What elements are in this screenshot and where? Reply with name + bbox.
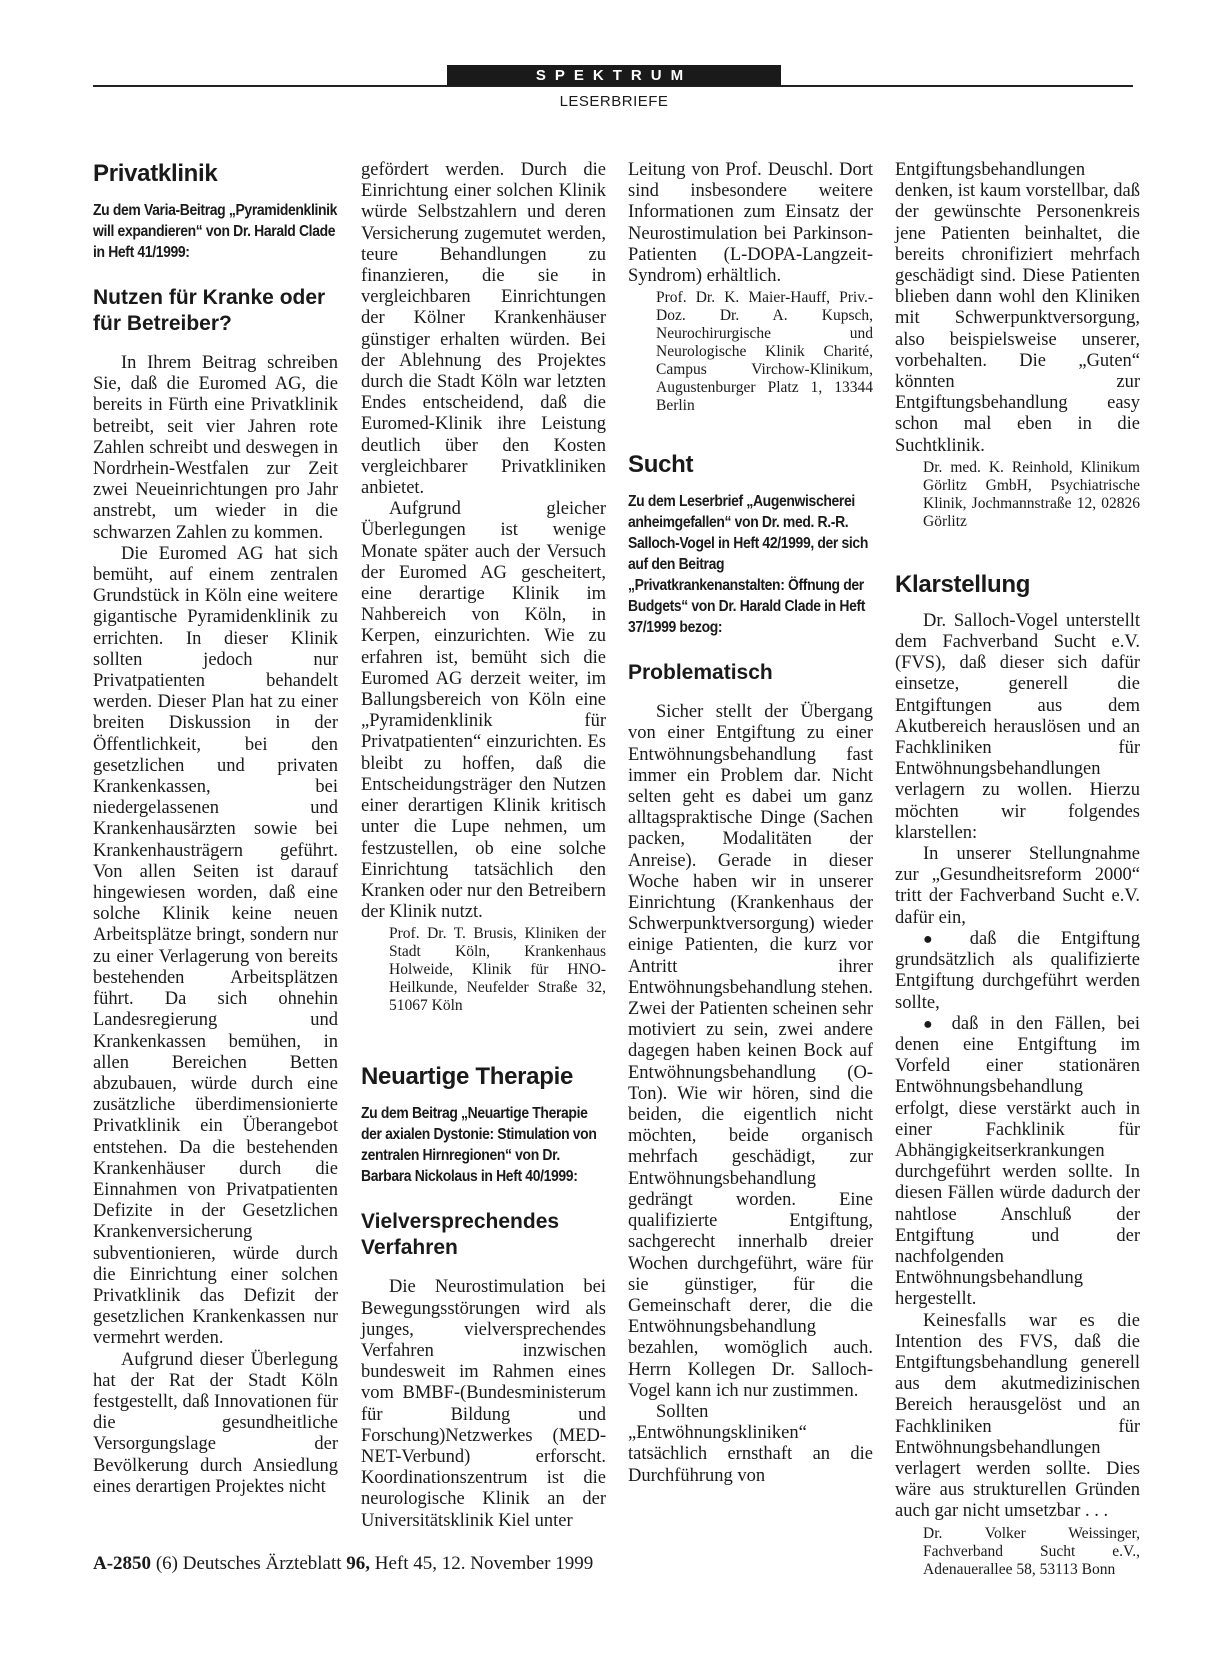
body-paragraph: Die Neurostimulation bei Bewegungsstörungen wird als junges, vielversprechendes Verfahren inzwischen bundesweit im Rahmen eines vom BMBF-(Bundesministerum für Bildung und Forschung)Netzwerkes (MED-NET-Verbund) erforscht. Koordinationszentrum ist die neurologische Klinik an der Universitätsklinik Kiel unter: [361, 1277, 606, 1531]
column-1: [93, 160, 338, 1498]
signature: Dr. Volker Weissinger, Fachverband Sucht e.V., Adenauerallee 58, 53113 Bonn: [923, 1524, 1140, 1578]
bullet-item: [895, 929, 1140, 1014]
body-paragraph: Keinesfalls war es die Intention des FVS, daß die Entgiftungsbehandlung generell aus dem akutmedizinischen Bereich herausgelöst und an Fachkliniken für Entwöhnungsbehandlungen verlagert werden sollte. Dies wäre aus strukturellen Gründen auch gar nicht umsetzbar . . .: [895, 1310, 1140, 1522]
article-intro: Zu dem Varia-Beitrag „Pyramidenklinik will expandieren“ von Dr. Harald Clade in Heft 41/1999:: [93, 202, 338, 261]
body-paragraph: Leitung von Prof. Deuschl. Dort sind insbesondere weitere Informationen zum Einsatz der Neurostimulation bei Parkinson-Patienten (L-DOPA-Langzeit-Syndrom) erhältlich.: [628, 160, 873, 287]
subsection-label: LESERBRIEFE: [559, 93, 669, 110]
letter-heading: Vielversprechendes Verfahren: [361, 1210, 560, 1260]
bullet-icon: ●: [923, 1015, 940, 1033]
volume-number: 96,: [346, 1553, 371, 1574]
column-3: [628, 160, 873, 1487]
body-paragraph: Aufgrund gleicher Überlegungen ist wenige Monate später auch der Versuch der Euromed AG gescheitert, eine derartige Klinik im Nahbereich von Köln, in Kerpen, einzurichten. Wie zu erfahren ist, bemüht sich die Euromed AG derzeit weiter, im Ballungsbereich von Köln eine „Pyramidenklinik für Privatpatienten“ einzurichten. Es bleibt zu hoffen, daß die Entscheidungsträger den Nutzen einer derartigen Klinik kritisch unter die Lupe nehmen, um festzustellen, ob eine solche Einrichtung tatsächlich den Kranken oder nur den Betreibern der Klinik nutzt.: [361, 499, 606, 923]
body-paragraph: Dr. Salloch-Vogel unterstellt dem Fachverband Sucht e.V. (FVS), daß dieser sich dafür einsetze, generell die Entgiftungen aus dem Akutbereich herauslösen und an Fachkliniken für Entwöhnungsbehandlungen verlagern zu wollen. Hierzu möchten wir folgendes klarstellen:: [895, 610, 1140, 843]
body-paragraph: Sicher stellt der Übergang von einer Entgiftung zu einer Entwöhnungsbehandlung fast immer ein Problem dar. Nicht selten geht es dabei um ganz alltagspraktische Dinge (Sachen packen, Modalitäten der Anreise). Gerade in dieser Woche haben wir in unserer Einrichtung (Krankenhaus der Schwerpunktversorgung) wieder einige Patienten, die kurz vor Antritt ihrer Entwöhnungsbehandlung stehen. Zwei der Patienten scheinen sehr motiviert zu sein, zwei andere dagegen haben keinen Bock auf Entwöhnungsbehandlung (O-Ton). Wie wir hören, sind die beiden, die eigentlich nicht möchten, beide organisch mehrfach geschädigt, zur Entwöhnungsbehandlung gedrängt worden. Eine qualifizierte Entgiftung, sachgerecht innerhalb dreier Wochen durchgeführt, wäre für sie günstiger, für die Gemeinschaft derer, die die Entwöhnungsbehandlung bezahlen, womöglich auch. Herrn Kollegen Dr. Salloch-Vogel kann ich nur zustimmen.: [628, 702, 873, 1401]
page-number: A-2850: [93, 1553, 152, 1574]
bullet-item: [895, 1014, 1140, 1311]
signature: Prof. Dr. T. Brusis, Kliniken der Stadt Köln, Krankenhaus Holweide, Klinik für HNO-Heilkunde, Neufelder Straße 32, 51067 Köln: [389, 925, 606, 1015]
body-paragraph: In Ihrem Beitrag schreiben Sie, daß die Euromed AG, die bereits in Fürth eine Privatklinik betreibt, seit vier Jahren rote Zahlen schreibt und deswegen in Nordrhein-Westfalen zur Zeit zwei Neueinrichtungen pro Jahr anstrebt, um wieder in die schwarzen Zahlen zu kommen.: [93, 353, 338, 543]
body-paragraph: Die Euromed AG hat sich bemüht, auf einem zentralen Grundstück in Köln eine weitere gigantische Pyramidenklinik zu errichten. In dieser Klinik sollten jedoch nur Privatpatienten behandelt werden. Dieser Plan hat zu einer breiten Diskussion in der Öffentlichkeit, bei den gesetzlichen und privaten Krankenkassen, bei niedergelassenen und Krankenhausärzten sowie bei Krankenhausträgern geführt. Von allen Seiten ist darauf hingewiesen worden, daß eine solche Klinik keine neuen Arbeitsplätze bringt, sondern nur zu einer Verlagerung von bereits bestehenden Arbeitsplätzen führt. Da sich ohnehin Landesregierung und Krankenkassen bemühen, in allen Bereichen Betten abzubauen, würde durch eine zusätzliche überdimensionierte Privatklinik ein Überangebot entstehen. Da die bestehenden Krankenhäuser durch die Einnahmen von Privatpatienten Defizite in der Gesetzlichen Krankenversicherung subventionieren, würde durch die Einrichtung einer solchen Privatklinik das Defizit der gesetzlichen Krankenkassen nur vermehrt werden.: [93, 543, 338, 1349]
issue-date: Heft 45, 12. November 1999: [374, 1553, 594, 1574]
article-title: Sucht: [628, 451, 694, 479]
body-paragraph: Entgiftungsbehandlungen denken, ist kaum vorstellbar, daß der gewünschte Personenkreis jene Patienten beinhaltet, die bereits chronifiziert mehrfach geschädigt sind. Diese Patienten blieben dann wohl den Kliniken mit Schwerpunktversorgung, also beispielsweise unserer, vorbehalten. Die „Guten“ könnten zur Entgiftungsbehandlung easy schon mal eben in die Suchtklinik.: [895, 160, 1140, 456]
article-title: Klarstellung: [895, 570, 1031, 598]
journal-reference: (6) Deutsches Ärzteblatt: [155, 1553, 342, 1574]
body-paragraph: Aufgrund dieser Überlegung hat der Rat der Stadt Köln festgestellt, daß Innovationen für die gesundheitliche Versorgungslage der Bevölkerung durch Ansiedlung eines derartigen Projektes nicht: [93, 1349, 338, 1497]
article-title: Neuartige Therapie: [361, 1063, 573, 1091]
signature: Dr. med. K. Reinhold, Klinikum Görlitz GmbH, Psychiatrische Klinik, Jochmannstraße 12, 02826 Görlitz: [923, 458, 1140, 530]
bullet-text: daß die Entgiftung grundsätzlich als qualifizierte Entgiftung durchgeführt werden sollte,: [895, 928, 1140, 1013]
body-paragraph: gefördert werden. Durch die Einrichtung einer solchen Klinik würde Selbstzahlern und deren Versicherung zugemutet werden, teure Behandlungen zu finanzieren, die sie in vergleichbaren Einrichtungen der Kölner Krankenhäuser günstiger erhalten würden. Bei der Ablehnung des Projektes durch die Stadt Köln war letzten Endes entscheidend, daß die Euromed-Klinik ihre Leistung deutlich über den Kosten vergleichbarer Privatkliniken anbietet.: [361, 160, 606, 499]
article-intro: Zu dem Leserbrief „Augenwischerei anheimgefallen“ von Dr. med. R.-R. Salloch-Vogel in Heft 42/1999, der sich auf den Beitrag „Privatkrankenanstalten: Öffnung der Budgets“ von Dr. Harald Clade in Heft 37/1999 bezog:: [628, 493, 868, 637]
letter-heading: Nutzen für Kranke oder für Betreiber?: [93, 286, 326, 335]
column-4: [895, 160, 1140, 1579]
section-banner: SPEKTRUM: [447, 65, 781, 86]
article-title: Privatklinik: [93, 160, 218, 187]
body-paragraph: Sollten „Entwöhnungskliniken“ tatsächlich ernsthaft an die Durchführung von: [628, 1401, 873, 1486]
body-paragraph: In unserer Stellungnahme zur „Gesundheitsreform 2000“ tritt der Fachverband Sucht e.V. dafür ein,: [895, 844, 1140, 928]
bullet-icon: ●: [923, 930, 949, 948]
letter-heading: Problematisch: [628, 661, 773, 685]
column-2: [361, 160, 606, 1532]
article-intro: Zu dem Beitrag „Neuartige Therapie der axialen Dystonie: Stimulation von zentralen Hirnregionen“ von Dr. Barbara Nickolaus in Heft 40/1999:: [361, 1105, 597, 1186]
page-footer: [93, 1553, 593, 1575]
bullet-text: daß in den Fällen, bei denen eine Entgiftung im Vorfeld einer stationären Entwöhnungsbehandlung erfolgt, diese verstärkt auch in einer Fachklinik für Abhängigkeitserkrankungen durchgeführt werden sollte. In diesen Fällen würde dadurch der nahtlose Anschluß der Entgiftung und der nachfolgenden Entwöhnungsbehandlung hergestellt.: [895, 1013, 1141, 1310]
signature: Prof. Dr. K. Maier-Hauff, Priv.-Doz. Dr. A. Kupsch, Neurochirurgische und Neurologische Klinik Charité, Campus Virchow-Klinikum, Augustenburger Platz 1, 13344 Berlin: [656, 289, 873, 415]
